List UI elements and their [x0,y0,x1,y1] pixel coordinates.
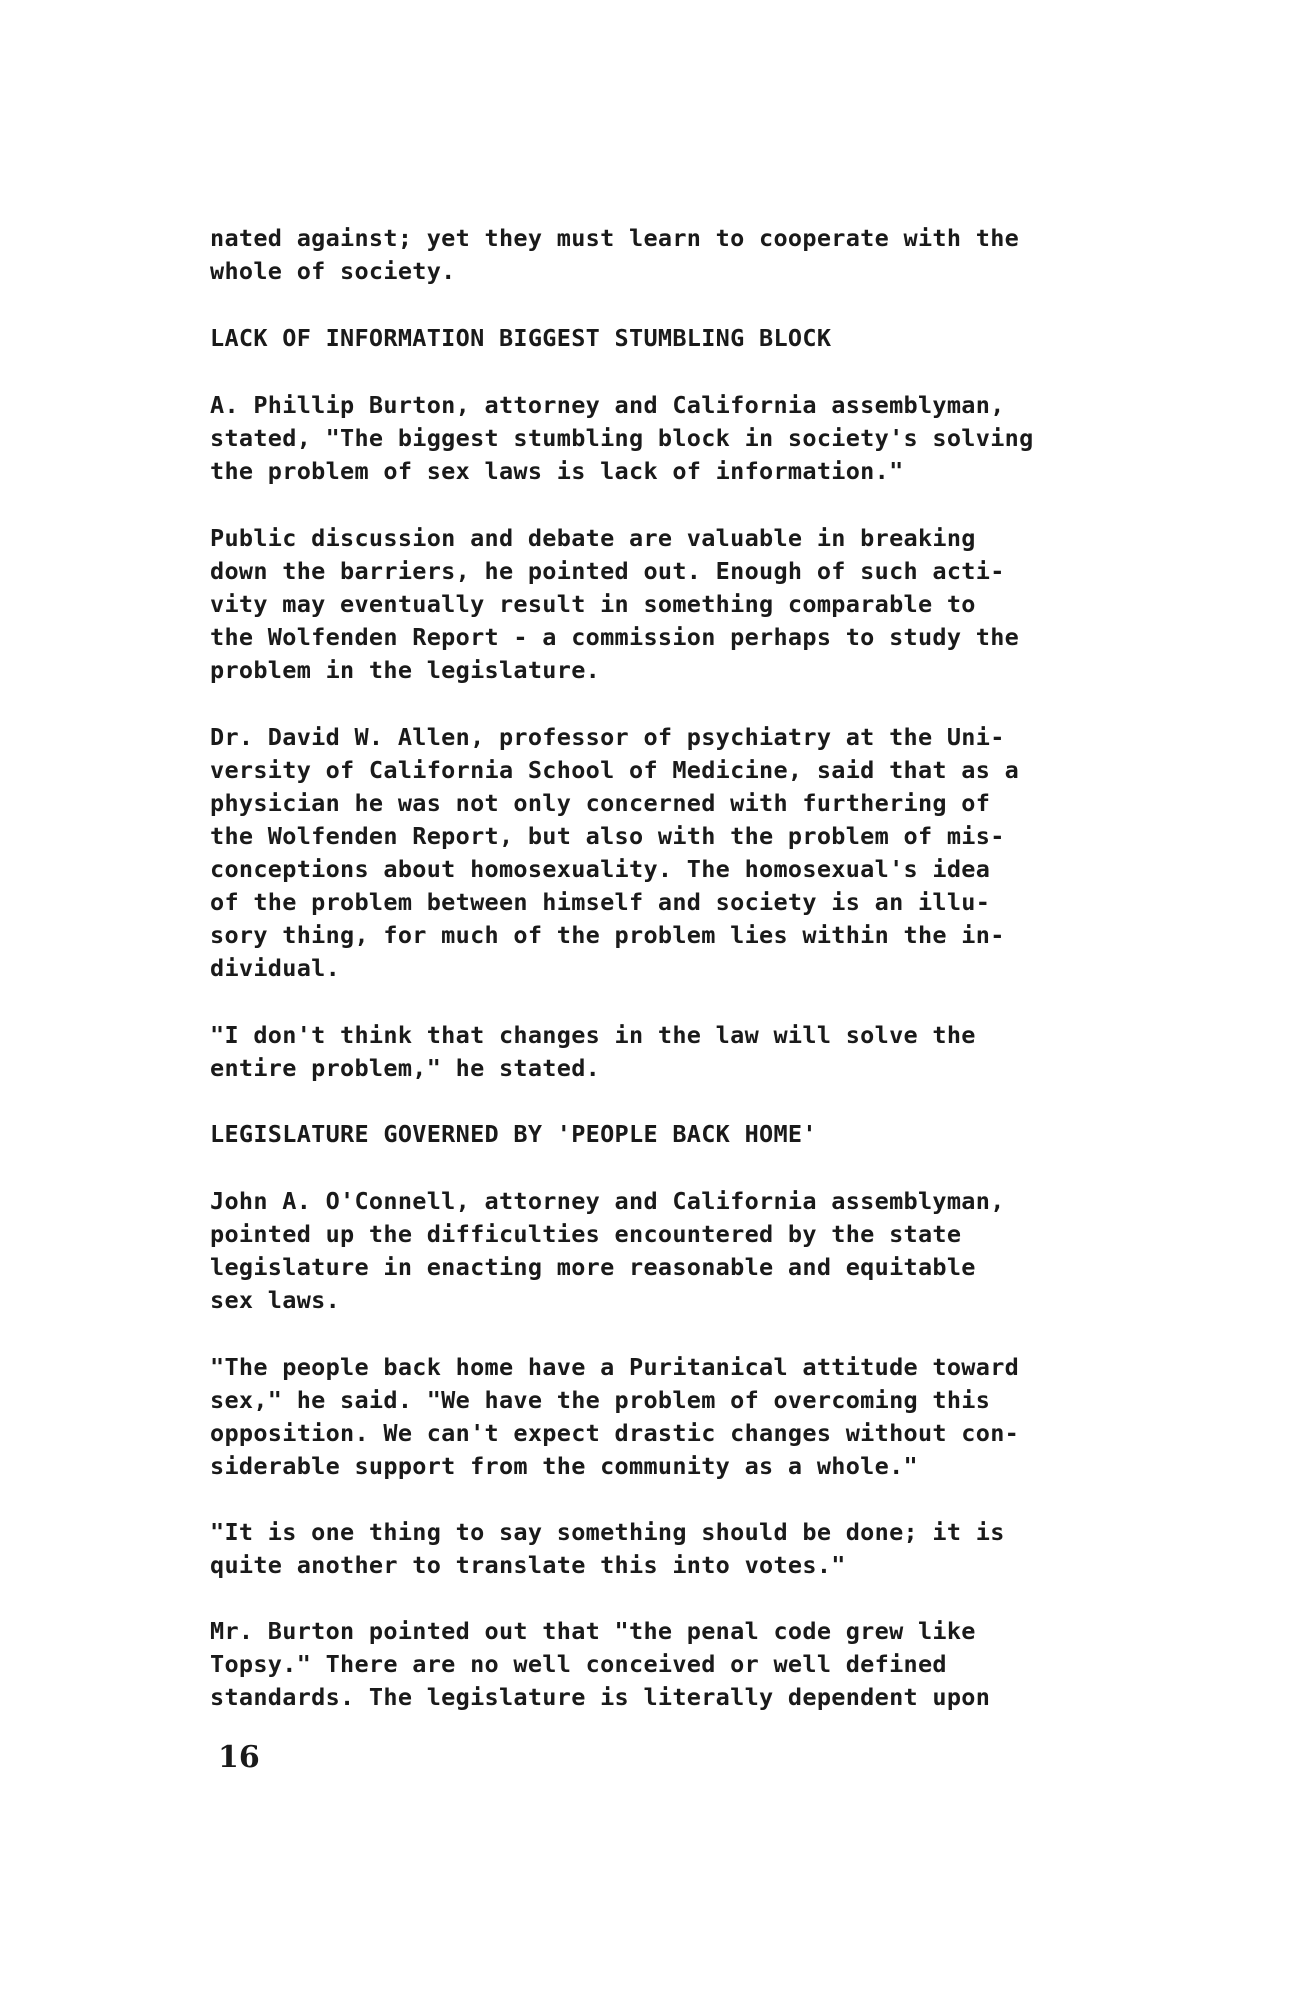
text-line: John A. O'Connell, attorney and California assemblyman, [210,1187,1005,1215]
text-line: opposition. We can't expect drastic changes without con- [210,1419,1020,1447]
section-heading: LACK OF INFORMATION BIGGEST STUMBLING BLOCK [210,324,832,352]
text-line: stated, "The biggest stumbling block in society's solving [210,424,1034,452]
text-line: the problem of sex laws is lack of information." [210,457,904,485]
text-line: of the problem between himself and society is an illu- [210,888,991,916]
section-heading: LEGISLATURE GOVERNED BY 'PEOPLE BACK HOME' [210,1120,817,1148]
text-line: the Wolfenden Report - a commission perhaps to study the [210,623,1020,651]
text-line: "I don't think that changes in the law will solve the [210,1021,976,1049]
text-line: sex," he said. "We have the problem of overcoming this [210,1386,991,1414]
text-line: vity may eventually result in something comparable to [210,590,976,618]
text-line: whole of society. [210,257,456,285]
text-line: sory thing, for much of the problem lies within the in- [210,921,1005,949]
text-line: dividual. [210,954,341,982]
text-line: entire problem," he stated. [210,1054,601,1082]
text-line: pointed up the difficulties encountered by the state [210,1220,962,1248]
text-line: legislature in enacting more reasonable and equitable [210,1253,976,1281]
text-line: down the barriers, he pointed out. Enough of such acti- [210,557,1005,585]
text-line: Mr. Burton pointed out that "the penal code grew like [210,1617,976,1645]
text-line: physician he was not only concerned with furthering of [210,789,991,817]
text-line: Public discussion and debate are valuable in breaking [210,524,976,552]
text-line: "The people back home have a Puritanical attitude toward [210,1353,1020,1381]
text-line: nated against; yet they must learn to cooperate with the [210,224,1020,252]
text-line: quite another to translate this into votes." [210,1551,846,1579]
text-line: Dr. David W. Allen, professor of psychiatry at the Uni- [210,723,1005,751]
text-line: problem in the legislature. [210,656,601,684]
text-line: standards. The legislature is literally dependent upon [210,1683,991,1711]
text-line: Topsy." There are no well conceived or well defined [210,1650,947,1678]
text-line: conceptions about homosexuality. The homosexual's idea [210,855,991,883]
page-number: 16 [218,1740,260,1775]
text-line: sex laws. [210,1286,341,1314]
text-line: versity of California School of Medicine, said that as a [210,756,1020,784]
text-line: the Wolfenden Report, but also with the problem of mis- [210,822,1005,850]
text-line: siderable support from the community as a whole." [210,1452,918,1480]
text-line: A. Phillip Burton, attorney and California assemblyman, [210,391,1005,419]
text-line: "It is one thing to say something should be done; it is [210,1518,1005,1546]
